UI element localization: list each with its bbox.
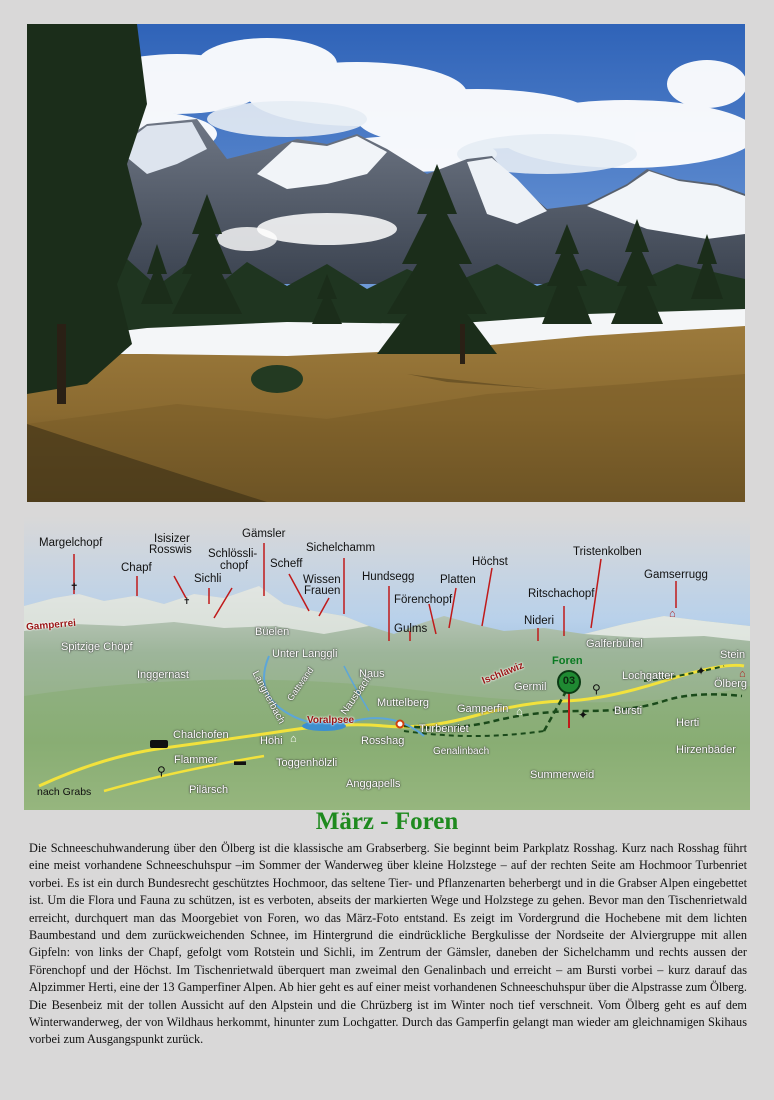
place-label-herti: Herti xyxy=(676,717,700,729)
peak-label-chapf: Chapf xyxy=(121,562,152,574)
place-label-toggenhoelzli: Toggenhölzli xyxy=(276,757,338,769)
pass-label-ischlawiz: Ischlawiz xyxy=(480,660,526,687)
peak-label-sichli: Sichli xyxy=(194,573,222,585)
place-label-galferbuehel: Galferbühel xyxy=(586,638,643,650)
hiker-icon-oelberg: ✦ xyxy=(696,664,707,678)
place-label-flammer: Flammer xyxy=(174,754,218,766)
place-label-pilaersch: Pilärsch xyxy=(189,784,229,796)
place-label-chalchofen: Chalchofen xyxy=(173,729,229,741)
peak-label-nideri: Nideri xyxy=(524,615,555,627)
pass-label-voralpsee: Voralpsee xyxy=(307,715,355,726)
place-label-rosshag: Rosshag xyxy=(361,735,405,747)
place-label-hirzenbaeder: Hirzenbäder xyxy=(676,744,736,756)
place-label-stein: Stein xyxy=(720,649,746,661)
place-label-nausbach: Nausbach xyxy=(339,673,374,718)
peak-label-scheff: Scheff xyxy=(270,558,303,570)
place-label-anggapells: Anggapells xyxy=(346,778,401,790)
place-label-hoehi: Höhi xyxy=(260,735,283,747)
place-label-turbenriet: Turbenriet xyxy=(419,723,469,735)
place-label-spitzige-choepf: Spitzige Chöpf xyxy=(61,641,133,653)
place-label-langnerbach: Langnerbach xyxy=(249,669,287,726)
peak-label-foerenchopf: Förenchopf xyxy=(394,594,453,606)
place-label-genalinbach: Genalinbach xyxy=(433,746,490,757)
place-label-gattwand: Gattwand xyxy=(285,665,316,703)
peak-label-isisizer: Isisizer xyxy=(154,533,190,545)
map-relief xyxy=(24,516,750,810)
place-label-inggernast: Inggernast xyxy=(137,669,189,681)
hiker-icon: ✦ xyxy=(578,708,589,722)
peak-label-schloessli: Schlössli- xyxy=(208,548,258,560)
bicycle-icon-lochgatter: ⚲ xyxy=(592,682,601,696)
body-text: Die Schneeschuhwanderung über den Ölberg ist die klassische am Grabserberg. Sie beginnt beim Parkplatz Rosshag. Kurz nach Rosshag führt eine meist vorhandene Schneeschuhspur –im Sommer der Wanderweg über kleine Holzstege – auf der rechten Seite am Hochmoor Turbenriet vorbei. Es ist ein durch Bundesrecht geschütztes Hochmoor, das seltene Tier- und Pflanzenarten beherbergt und in die Grabser Alpen eingebettet ist. Um die Flora und Fauna zu schützen, ist es verboten, abseits der markierten Wege und Holzstege zu gehen. Bevor man den Tischenrietwald erreicht, durchquert man das Moorgebiet von Foren, wo das März-Foto entstand. Es zeigt im Vordergrund die Hochebene mit dem lichten Baumbestand und dem zurückweichenden Schnee, im Hintergrund die eindrückliche Bergkulisse der Nordseite der Alviergruppe mit allen Gipfeln: von links der Chapf, gefolgt vom Rotstein und Sichli, im Zentrum der Gämsler, daneben der Sichelchamm und rechts aussen der Förenchopf und der Höchst. Im Tischenrietwald überquert man zweimal den Genalinbach und erreicht – am Bursti vorbei – kurz darauf das Alpzimmer Herti, eine der 13 Gamperfiner Alpen. Ab hier geht es auf einer meist vorhandenen Schneeschuhspur über die Alpstrasse zum Ölberg. Die Besenbeiz mit der tollen Aussicht auf den Alpstein und die Chrüzberg ist im Winter noch tief verschneit. Vom Ölberg geht es auf dem Winterwanderweg, der von Wildhaus herkommt, hinunter zum Lochgatter. Durch das Gamperfin gelangt man wieder am gleichnamigen Skihaus vorbei zum Ausgangspunkt zurück. xyxy=(29,841,747,1047)
route-number-badge: 03 xyxy=(562,675,576,687)
peak-label-sichelchamm: Sichelchamm xyxy=(306,542,376,554)
peak-label-platten: Platten xyxy=(440,574,476,586)
peak-label-margelchopf: Margelchopf xyxy=(39,537,103,549)
place-label-summerweid: Summerweid xyxy=(530,769,595,781)
place-label-bueelen: Büelen xyxy=(255,626,290,638)
hut-icon-hoehi: ⌂ xyxy=(290,733,297,745)
peak-label-hundsegg: Hundsegg xyxy=(362,571,415,583)
landscape-photo xyxy=(27,24,745,502)
hut-icon-gamperfin: ⌂ xyxy=(516,706,523,718)
bicycle-icon: ⚲ xyxy=(157,764,166,778)
place-label-unter-langgli: Unter Langgli xyxy=(272,648,338,660)
summit-cross-icon-rosswis: ✝ xyxy=(183,596,191,606)
bus-icon xyxy=(150,740,168,748)
peak-label-tristenkolben: Tristenkolben xyxy=(573,546,642,558)
place-label-bursti: Bursti xyxy=(614,705,643,717)
place-label-muttelberg: Muttelberg xyxy=(377,697,429,709)
pass-label-gamperrei: Gamperrei xyxy=(25,617,77,634)
foren-label: Foren xyxy=(552,655,583,667)
place-label-lochgatter: Lochgatter xyxy=(622,670,674,682)
peak-label-chopf: chopf xyxy=(220,560,249,572)
hut-icon-oelberg: ⌂ xyxy=(739,668,746,680)
peak-label-gamserrugg: Gamserrugg xyxy=(644,569,708,581)
place-label-nach-grabs: nach Grabs xyxy=(37,786,92,798)
place-label-gamperfin: Gamperfin xyxy=(457,703,509,715)
hut-icon-gamserrugg: ⌂ xyxy=(669,608,676,620)
peak-label-wissen: Wissen xyxy=(303,574,341,586)
place-label-oelberg: Ölberg xyxy=(714,678,748,690)
peak-label-rosswis: Rosswis xyxy=(149,544,192,556)
car-icon: ▬ xyxy=(234,754,246,768)
peak-label-frauen: Frauen xyxy=(304,585,341,597)
peak-label-gulms: Gulms xyxy=(394,623,428,635)
peak-label-gaemsler: Gämsler xyxy=(242,528,286,540)
page-title: März - Foren xyxy=(315,808,459,835)
peak-label-hoechst: Höchst xyxy=(472,556,508,568)
summit-cross-icon: ✝ xyxy=(70,582,79,593)
peak-label-ritschachopf: Ritschachopf xyxy=(528,588,595,600)
trail-map xyxy=(24,516,750,810)
place-label-naus: Naus xyxy=(359,668,385,680)
place-label-germil: Germil xyxy=(514,681,547,693)
